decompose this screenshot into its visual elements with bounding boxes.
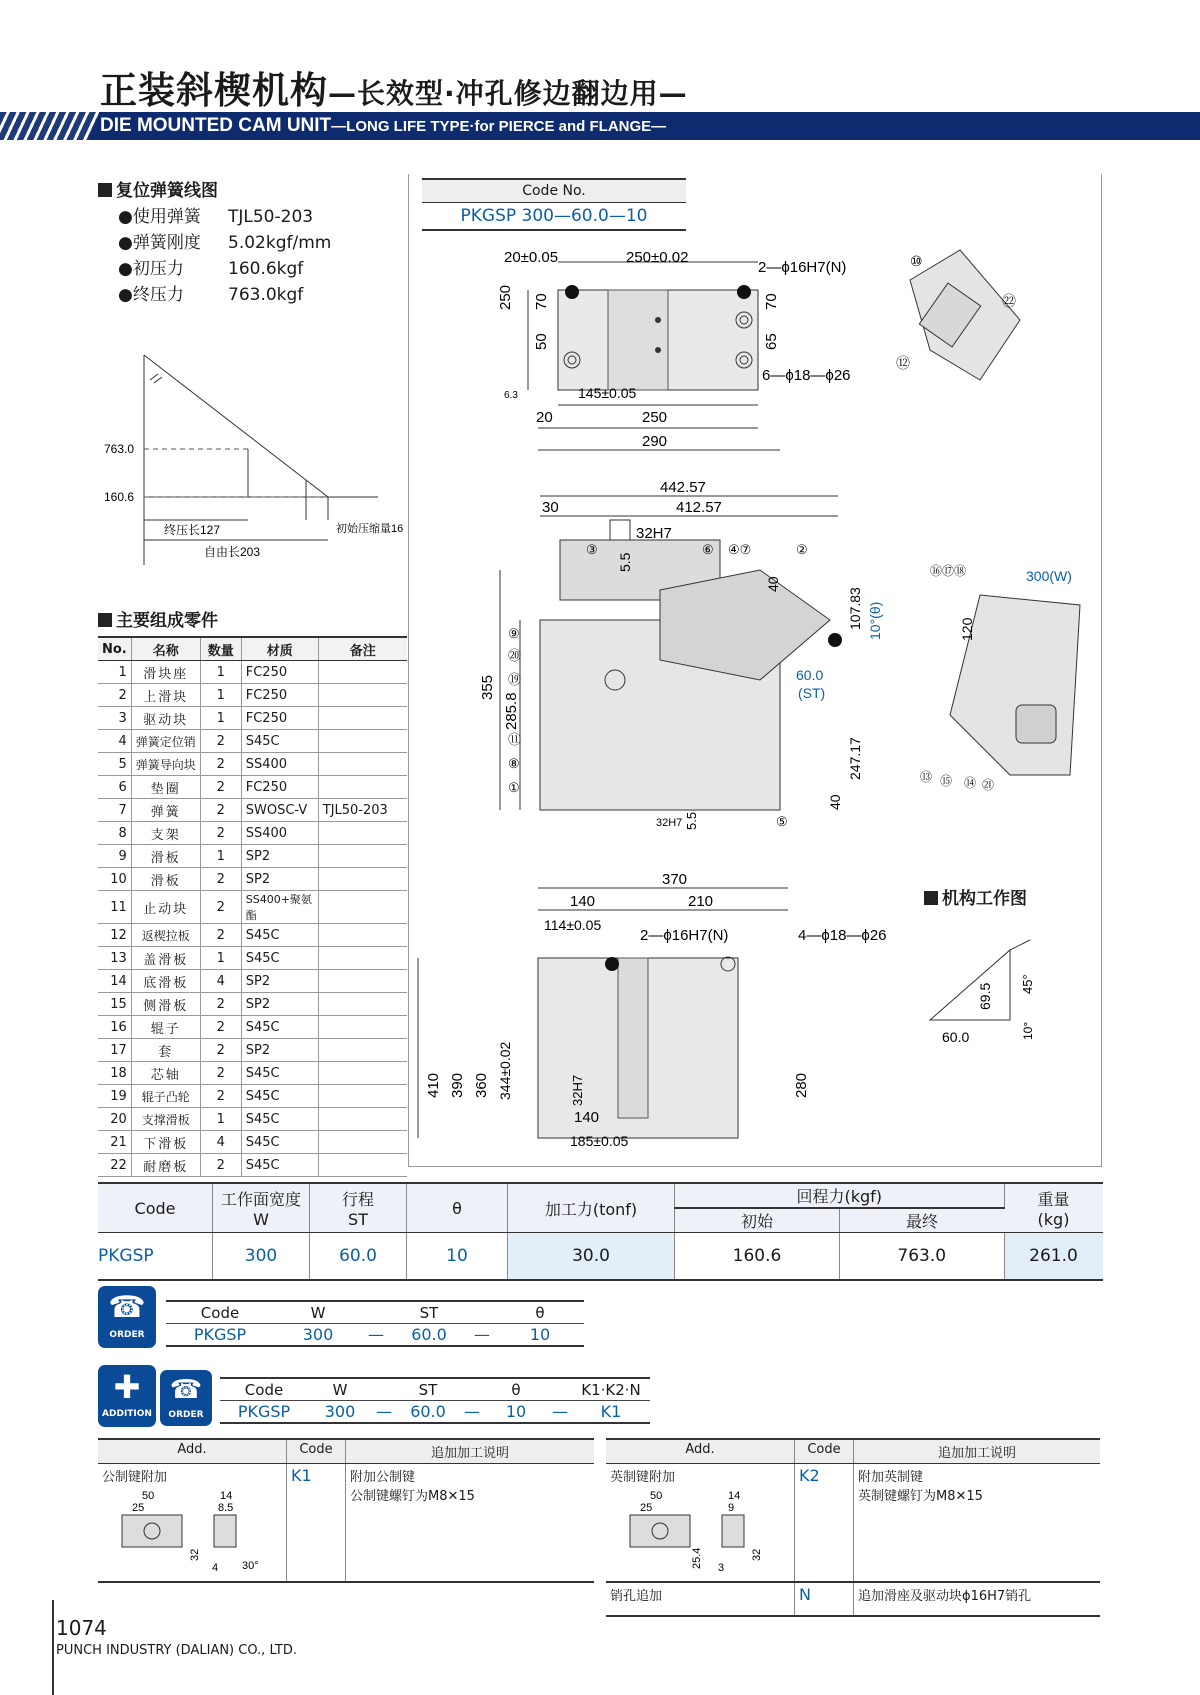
- parts-row: [98, 845, 407, 868]
- parts-cell: 下滑板: [131, 1131, 200, 1154]
- parts-row: [98, 1085, 407, 1108]
- svg-text:⑩: ⑩: [910, 253, 923, 269]
- svg-text:⑫: ⑫: [896, 355, 910, 371]
- parts-header: 名称: [131, 637, 200, 661]
- parts-cell: SS400: [241, 822, 318, 845]
- parts-cell: 2: [200, 730, 241, 753]
- parts-cell: [318, 993, 407, 1016]
- parts-cell: 弹簧: [131, 799, 200, 822]
- parts-cell: 18: [98, 1062, 131, 1085]
- parts-row: [98, 1154, 407, 1177]
- svg-text:250: 250: [497, 284, 514, 310]
- order-code-table: Code W ST θ PKGSP 300 — 60.0 — 10: [166, 1300, 584, 1347]
- parts-cell: 1: [200, 845, 241, 868]
- svg-text:3: 3: [718, 1562, 725, 1574]
- side-detail-drawing: [890, 250, 1050, 410]
- parts-cell: 垫圈: [131, 776, 200, 799]
- parts-cell: 2: [200, 1062, 241, 1085]
- parts-row: [98, 730, 407, 753]
- graph-y-high: 763.0: [104, 442, 135, 456]
- parts-cell: [318, 730, 407, 753]
- parts-cell: 2: [200, 891, 241, 924]
- parts-cell: 3: [98, 707, 131, 730]
- spring-graph: [98, 350, 418, 570]
- parts-cell: 2: [200, 776, 241, 799]
- parts-cell: [318, 1154, 407, 1177]
- graph-final-len: 终压长127: [164, 523, 221, 537]
- svg-text:⑯⑰⑱: ⑯⑰⑱: [930, 564, 967, 578]
- svg-text:32H7: 32H7: [656, 817, 683, 829]
- parts-cell: 13: [98, 947, 131, 970]
- parts-row: [98, 753, 407, 776]
- parts-cell: [318, 845, 407, 868]
- parts-cell: 驱动块: [131, 707, 200, 730]
- svg-text:10°(θ): 10°(θ): [867, 601, 883, 640]
- svg-text:②: ②: [796, 542, 808, 557]
- parts-cell: SS400: [241, 753, 318, 776]
- parts-cell: 2: [200, 1154, 241, 1177]
- svg-text:⑲: ⑲: [508, 672, 522, 687]
- svg-text:70: 70: [763, 293, 780, 310]
- svg-text:390: 390: [449, 1072, 466, 1098]
- svg-text:60.0: 60.0: [942, 1029, 970, 1045]
- parts-cell: 1: [200, 661, 241, 684]
- graph-free-len: 自由长203: [204, 545, 261, 559]
- parts-row: [98, 868, 407, 891]
- svg-text:8.5: 8.5: [218, 1502, 234, 1514]
- svg-text:40: 40: [827, 794, 843, 810]
- front-view-drawing: [460, 480, 900, 840]
- parts-cell: 返楔拉板: [131, 924, 200, 947]
- addition-icon: ✚ ADDITION: [98, 1365, 156, 1427]
- addition-order-icon: ☎ ORDER: [160, 1370, 212, 1426]
- svg-text:410: 410: [425, 1072, 442, 1098]
- parts-cell: S45C: [241, 1108, 318, 1131]
- parts-row: [98, 1131, 407, 1154]
- add-table-left: Add. Code 追加加工说明 公制键附加 50 14 25 8.5 32 4 30° K1 附加公制键 公制键螺钉为M8✕15: [98, 1438, 594, 1583]
- svg-text:25: 25: [640, 1502, 653, 1514]
- parts-cell: 2: [200, 799, 241, 822]
- parts-section-title: 主要组成零件: [98, 606, 218, 631]
- parts-cell: 16: [98, 1016, 131, 1039]
- parts-cell: 10: [98, 868, 131, 891]
- parts-cell: S45C: [241, 1016, 318, 1039]
- parts-cell: S45C: [241, 1131, 318, 1154]
- parts-cell: 15: [98, 993, 131, 1016]
- parts-row: [98, 1039, 407, 1062]
- svg-text:50: 50: [650, 1490, 663, 1502]
- svg-text:32H7: 32H7: [636, 525, 672, 542]
- svg-text:10°: 10°: [1021, 1021, 1035, 1040]
- parts-cell: 滑板: [131, 868, 200, 891]
- parts-cell: 7: [98, 799, 131, 822]
- parts-cell: 2: [200, 822, 241, 845]
- parts-cell: 支撑滑板: [131, 1108, 200, 1131]
- svg-text:20±0.05: 20±0.05: [504, 249, 559, 266]
- svg-text:2—ϕ16H7(N): 2—ϕ16H7(N): [758, 259, 847, 276]
- order-icon: ☎ ORDER: [98, 1286, 156, 1348]
- parts-header: 备注: [318, 637, 407, 661]
- parts-cell: 底滑板: [131, 970, 200, 993]
- svg-text:185±0.05: 185±0.05: [570, 1133, 629, 1149]
- svg-text:370: 370: [662, 871, 688, 888]
- svg-text:⑧: ⑧: [508, 756, 520, 771]
- parts-cell: S45C: [241, 1154, 318, 1177]
- svg-text:6—ϕ18—ϕ26: 6—ϕ18—ϕ26: [762, 367, 851, 384]
- parts-cell: 弹簧导向块: [131, 753, 200, 776]
- parts-cell: [318, 1016, 407, 1039]
- parts-row: [98, 924, 407, 947]
- svg-text:30°: 30°: [242, 1560, 259, 1572]
- addition-code-table: Code W ST θ K1·K2·N PKGSP 300 — 60.0 — 10 — K1: [220, 1377, 650, 1424]
- parts-cell: [318, 1039, 407, 1062]
- parts-cell: 9: [98, 845, 131, 868]
- parts-header: 数量: [200, 637, 241, 661]
- parts-cell: 套: [131, 1039, 200, 1062]
- parts-cell: SP2: [241, 845, 318, 868]
- parts-row: [98, 1016, 407, 1039]
- svg-text:14: 14: [220, 1490, 233, 1502]
- svg-text:4: 4: [212, 1562, 219, 1574]
- parts-cell: [318, 822, 407, 845]
- parts-cell: [318, 970, 407, 993]
- footer-rule: [52, 1600, 54, 1695]
- bottom-view-drawing: [418, 868, 887, 1158]
- parts-cell: [318, 684, 407, 707]
- parts-cell: FC250: [241, 707, 318, 730]
- parts-cell: [318, 1131, 407, 1154]
- svg-text:30: 30: [542, 499, 559, 516]
- parts-cell: S45C: [241, 947, 318, 970]
- parts-row: [98, 661, 407, 684]
- parts-cell: [318, 753, 407, 776]
- svg-text:25.4: 25.4: [691, 1547, 703, 1569]
- parts-cell: TJL50-203: [318, 799, 407, 822]
- parts-cell: FC250: [241, 776, 318, 799]
- svg-text:145±0.05: 145±0.05: [578, 385, 637, 401]
- code-box-label: Code No.: [422, 180, 686, 203]
- svg-text:32H7: 32H7: [570, 1074, 585, 1106]
- svg-text:20: 20: [536, 409, 553, 426]
- parts-cell: 4: [200, 970, 241, 993]
- svg-text:114±0.05: 114±0.05: [544, 917, 602, 933]
- parts-cell: SP2: [241, 970, 318, 993]
- parts-cell: S45C: [241, 1062, 318, 1085]
- parts-cell: 20: [98, 1108, 131, 1131]
- svg-text:50: 50: [533, 333, 550, 350]
- parts-cell: 上滑块: [131, 684, 200, 707]
- parts-cell: 滑块座: [131, 661, 200, 684]
- svg-text:442.57: 442.57: [660, 479, 706, 496]
- parts-cell: 6: [98, 776, 131, 799]
- svg-text:9: 9: [728, 1502, 735, 1514]
- parts-cell: 芯轴: [131, 1062, 200, 1085]
- parts-cell: [318, 868, 407, 891]
- parts-cell: 14: [98, 970, 131, 993]
- svg-text:⑤: ⑤: [776, 814, 788, 829]
- parts-cell: [318, 891, 407, 924]
- parts-cell: [318, 707, 407, 730]
- add-table-right: Add. Code 追加加工说明 英制键附加 50 14 25 9 25.4 3 32 K2 附加英制键 英制键螺钉为M8✕15 销孔追加 N 追加滑座及驱动块ϕ16H7销孔: [606, 1438, 1100, 1617]
- parts-cell: 1: [200, 1108, 241, 1131]
- parts-cell: 侧滑板: [131, 993, 200, 1016]
- parts-cell: 辊子凸轮: [131, 1085, 200, 1108]
- svg-text:4—ϕ18—ϕ26: 4—ϕ18—ϕ26: [798, 927, 887, 944]
- code-box-value: PKGSP 300—60.0—10: [460, 206, 648, 226]
- top-view-drawing: [490, 250, 870, 460]
- parts-cell: 1: [98, 661, 131, 684]
- parts-header: No.: [98, 637, 131, 661]
- parts-cell: 2: [98, 684, 131, 707]
- svg-text:(ST): (ST): [798, 685, 826, 701]
- page-title-cn: 正装斜楔机构—长效型·冲孔修边翻边用—: [100, 69, 688, 112]
- parts-cell: 支架: [131, 822, 200, 845]
- parts-cell: 2: [200, 1016, 241, 1039]
- parts-cell: FC250: [241, 661, 318, 684]
- svg-text:⑪: ⑪: [508, 732, 522, 747]
- svg-text:140: 140: [574, 1109, 600, 1126]
- parts-cell: [318, 1062, 407, 1085]
- svg-text:④⑦: ④⑦: [728, 542, 752, 557]
- parts-cell: 2: [200, 1085, 241, 1108]
- svg-text:⑬: ⑬: [920, 770, 933, 784]
- svg-text:32: 32: [751, 1548, 763, 1561]
- graph-y-low: 160.6: [104, 490, 135, 504]
- svg-text:355: 355: [479, 674, 496, 700]
- parts-cell: S45C: [241, 924, 318, 947]
- parts-row: [98, 993, 407, 1016]
- parts-cell: SS400+聚氨酯: [241, 891, 318, 924]
- svg-text:25: 25: [132, 1502, 145, 1514]
- svg-text:300(W): 300(W): [1026, 568, 1072, 584]
- parts-row: [98, 891, 407, 924]
- parts-cell: SP2: [241, 868, 318, 891]
- svg-text:250: 250: [642, 409, 668, 426]
- parts-row: [98, 970, 407, 993]
- parts-row: [98, 707, 407, 730]
- svg-text:140: 140: [570, 893, 596, 910]
- svg-text:㉒: ㉒: [1002, 293, 1016, 309]
- svg-text:280: 280: [793, 1072, 810, 1098]
- parts-cell: SP2: [241, 1039, 318, 1062]
- svg-text:290: 290: [642, 433, 668, 450]
- svg-text:40: 40: [765, 576, 781, 592]
- parts-cell: 21: [98, 1131, 131, 1154]
- svg-text:250±0.02: 250±0.02: [626, 249, 689, 266]
- parts-cell: 2: [200, 993, 241, 1016]
- parts-cell: 5: [98, 753, 131, 776]
- parts-cell: [318, 661, 407, 684]
- parts-cell: 1: [200, 684, 241, 707]
- parts-row: [98, 776, 407, 799]
- svg-text:210: 210: [688, 893, 714, 910]
- svg-text:⑥: ⑥: [702, 542, 714, 557]
- svg-text:14: 14: [728, 1490, 741, 1502]
- work-section-title: 机构工作图: [924, 884, 1027, 909]
- spring-section-title: 复位弹簧线图: [98, 176, 218, 201]
- code-box: [422, 178, 686, 231]
- svg-text:6.3: 6.3: [504, 390, 518, 401]
- spring-specs: ●使用弹簧 TJL50-203 ●弹簧刚度 5.02kgf/mm ●初压力 160.6kgf ●终压力 763.0kgf: [118, 207, 332, 305]
- svg-text:2—ϕ16H7(N): 2—ϕ16H7(N): [640, 927, 729, 944]
- parts-row: [98, 799, 407, 822]
- parts-cell: 8: [98, 822, 131, 845]
- page-number: 1074: [56, 1616, 107, 1640]
- svg-text:120: 120: [959, 617, 975, 641]
- svg-text:344±0.02: 344±0.02: [497, 1041, 513, 1100]
- parts-cell: 耐磨板: [131, 1154, 200, 1177]
- parts-cell: 1: [200, 707, 241, 730]
- svg-text:285.8: 285.8: [503, 692, 520, 730]
- parts-cell: 1: [200, 947, 241, 970]
- parts-cell: S45C: [241, 1085, 318, 1108]
- iso-view-drawing: [920, 555, 1090, 795]
- graph-initial-comp: 初始压缩量16: [336, 523, 404, 535]
- svg-text:③: ③: [586, 542, 598, 557]
- parts-cell: 2: [200, 753, 241, 776]
- svg-text:50: 50: [142, 1490, 155, 1502]
- parts-cell: 11: [98, 891, 131, 924]
- parts-table: [98, 636, 407, 1177]
- svg-text:32: 32: [189, 1548, 201, 1561]
- parts-header: 材质: [241, 637, 318, 661]
- spec-code: PKGSP: [98, 1233, 213, 1281]
- svg-text:69.5: 69.5: [977, 982, 993, 1010]
- parts-row: [98, 1108, 407, 1131]
- svg-text:360: 360: [473, 1072, 490, 1098]
- svg-text:5.5: 5.5: [617, 552, 633, 572]
- parts-cell: S45C: [241, 730, 318, 753]
- svg-text:70: 70: [533, 293, 550, 310]
- parts-cell: [318, 776, 407, 799]
- parts-cell: [318, 924, 407, 947]
- svg-text:107.83: 107.83: [847, 587, 863, 630]
- company-name: PUNCH INDUSTRY (DALIAN) CO., LTD.: [56, 1643, 297, 1658]
- svg-text:247.17: 247.17: [847, 737, 863, 780]
- parts-cell: 辊子: [131, 1016, 200, 1039]
- svg-text:45°: 45°: [1020, 974, 1035, 994]
- parts-cell: [318, 947, 407, 970]
- svg-text:①: ①: [508, 780, 520, 795]
- svg-text:㉑: ㉑: [982, 778, 995, 792]
- svg-text:5.5: 5.5: [684, 811, 699, 830]
- svg-text:⑭: ⑭: [964, 776, 977, 790]
- spec-table: Code 工作面宽度 W 行程 ST θ 加工力(tonf) 回程力(kgf) 重量 (kg) 初始 最终 PKGSP 300 60.0 10 30.0 160.6 763.0 261.0: [98, 1182, 1103, 1281]
- parts-row: [98, 822, 407, 845]
- parts-cell: 2: [200, 868, 241, 891]
- parts-cell: SP2: [241, 993, 318, 1016]
- parts-cell: 4: [200, 1131, 241, 1154]
- parts-cell: 22: [98, 1154, 131, 1177]
- svg-text:65: 65: [763, 333, 780, 350]
- parts-cell: [318, 1108, 407, 1131]
- page-title-en: DIE MOUNTED CAM UNIT—LONG LIFE TYPE·for PIERCE and FLANGE—: [100, 115, 667, 136]
- parts-cell: 12: [98, 924, 131, 947]
- svg-text:60.0: 60.0: [796, 667, 824, 683]
- parts-cell: [318, 1085, 407, 1108]
- parts-cell: 4: [98, 730, 131, 753]
- parts-cell: 盖滑板: [131, 947, 200, 970]
- parts-cell: 弹簧定位销: [131, 730, 200, 753]
- svg-text:⑳: ⑳: [508, 648, 522, 663]
- parts-cell: SWOSC-V: [241, 799, 318, 822]
- parts-cell: 19: [98, 1085, 131, 1108]
- work-diagram: [920, 930, 1060, 1050]
- svg-text:⑨: ⑨: [508, 626, 520, 641]
- parts-cell: 止动块: [131, 891, 200, 924]
- parts-row: [98, 1062, 407, 1085]
- parts-cell: 17: [98, 1039, 131, 1062]
- svg-text:⑮: ⑮: [940, 774, 953, 788]
- parts-cell: FC250: [241, 684, 318, 707]
- parts-row: [98, 684, 407, 707]
- parts-cell: 2: [200, 1039, 241, 1062]
- svg-text:412.57: 412.57: [676, 499, 722, 516]
- parts-cell: 2: [200, 924, 241, 947]
- parts-cell: 滑板: [131, 845, 200, 868]
- parts-row: [98, 947, 407, 970]
